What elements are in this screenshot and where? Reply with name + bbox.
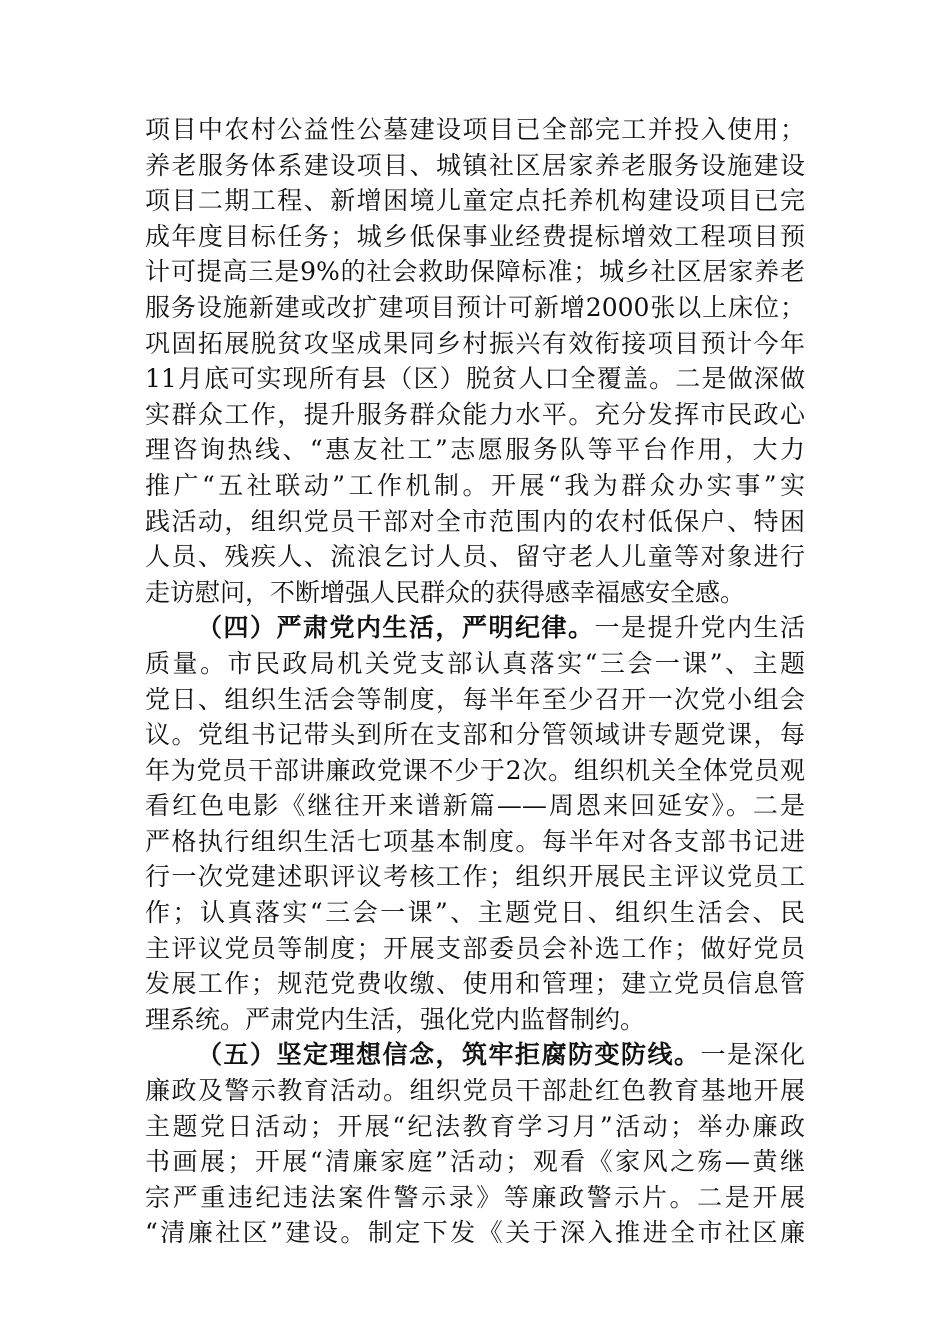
- text-line: 发展工作；规范党费收缴、使用和管理；建立党员信息管: [145, 969, 805, 999]
- text-line: 计可提高三是9%的社会救助保障标准；城乡社区居家养老: [145, 257, 805, 287]
- text-line: 养老服务体系建设项目、城镇社区居家养老服务设施建设: [145, 150, 805, 180]
- text-line: 成年度目标任务；城乡低保事业经费提标增效工程项目预: [145, 221, 805, 251]
- text-line: 行一次党建述职评议考核工作；组织开展民主评议党员工: [145, 862, 805, 892]
- section-5-heading: （五）坚定理想信念，筑牢拒腐防变防线。: [197, 1040, 701, 1070]
- section-4-first-line: [145, 610, 805, 646]
- text-line: 走访慰问，不断增强人民群众的获得感幸福感安全感。: [145, 577, 746, 607]
- text-line: 廉政及警示教育活动。组织党员干部赴红色教育基地开展: [145, 1076, 805, 1106]
- text-line: 项目二期工程、新增困境儿童定点托养机构建设项目已完: [145, 186, 805, 216]
- text-line: 践活动，组织党员干部对全市范围内的农村低保户、特困: [145, 506, 805, 536]
- text-line: 宗严重违纪违法案件警示录》等廉政警示片。二是开展: [145, 1182, 805, 1212]
- text-line: 项目中农村公益性公墓建设项目已全部完工并投入使用；: [145, 115, 805, 144]
- text-line: 党日、组织生活会等制度，每半年至少召开一次党小组会: [145, 684, 805, 714]
- text-line: 巩固拓展脱贫攻坚成果同乡村振兴有效衔接项目预计今年: [145, 328, 805, 358]
- text-line: 推广“五社联动”工作机制。开展“我为群众办实事”实: [145, 470, 805, 500]
- section-4-heading: （四）严肃党内生活，严明纪律。: [197, 613, 595, 643]
- text-line: 严格执行组织生活七项基本制度。每半年对各支部书记进: [145, 826, 805, 856]
- section-4-first-text: 一是提升党内生活: [594, 613, 805, 643]
- text-line: 主评议党员等制度；开展支部委员会补选工作；做好党员: [145, 933, 805, 963]
- body-text: [145, 112, 805, 1251]
- text-line: 议。党组书记带头到所在支部和分管领域讲专题党课，每: [145, 720, 805, 750]
- text-line: 服务设施新建或改扩建项目预计可新增2000张以上床位；: [145, 292, 805, 322]
- text-line: 理系统。严肃党内生活，强化党内监督制约。: [145, 1004, 646, 1034]
- text-line: 质量。市民政局机关党支部认真落实“三会一课”、主题: [145, 648, 805, 678]
- section-5-first-text: 一是深化: [700, 1040, 805, 1070]
- text-line: 看红色电影《继往开来谱新篇——周恩来回延安》。二是: [145, 791, 805, 821]
- text-line: 理咨询热线、“惠友社工”志愿服务队等平台作用，大力: [145, 435, 805, 465]
- text-line: 实群众工作，提升服务群众能力水平。充分发挥市民政心: [145, 399, 805, 429]
- text-line: 书画展；开展“清廉家庭”活动；观看《家风之殇—黄继: [145, 1147, 805, 1177]
- text-line: 人员、残疾人、流浪乞讨人员、留守老人儿童等对象进行: [145, 542, 805, 572]
- text-line: 11月底可实现所有县（区）脱贫人口全覆盖。二是做深做: [145, 364, 805, 394]
- text-line: 主题党日活动；开展“纪法教育学习月”活动；举办廉政: [145, 1111, 805, 1141]
- text-line: 年为党员干部讲廉政党课不少于2次。组织机关全体党员观: [145, 755, 805, 785]
- text-line: “清廉社区”建设。制定下发《关于深入推进全市社区廉: [145, 1218, 805, 1248]
- text-line: 作；认真落实“三会一课”、主题党日、组织生活会、民: [145, 898, 805, 928]
- section-5-first-line: [145, 1037, 805, 1073]
